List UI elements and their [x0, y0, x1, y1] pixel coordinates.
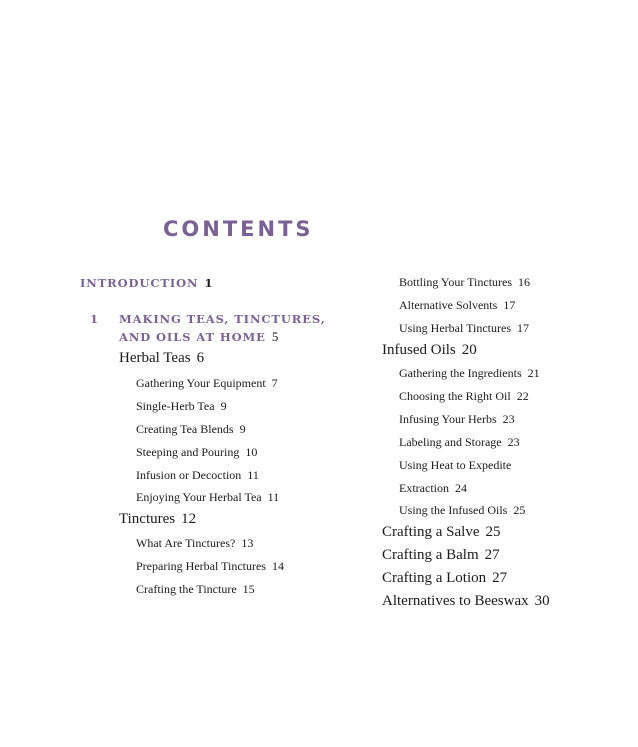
toc-entry[interactable] [399, 321, 529, 336]
toc-entry[interactable] [119, 511, 196, 528]
toc-page-number: 20 [461, 342, 477, 358]
toc-entry-label: Using Heat to Expedite [399, 458, 512, 472]
toc-entry-label: Using the Infused Oils [399, 503, 508, 517]
toc-entry[interactable] [136, 468, 259, 483]
toc-entry[interactable] [136, 445, 257, 460]
toc-page-number: 11 [267, 490, 280, 504]
toc-entry[interactable] [382, 593, 550, 610]
toc-entry-label: Crafting a Lotion [382, 570, 487, 586]
toc-entry-label: Labeling and Storage [399, 435, 502, 449]
page-title: CONTENTS [163, 217, 314, 241]
toc-page-number: 14 [271, 559, 284, 573]
toc-entry[interactable] [382, 570, 507, 587]
toc-page-number: 6 [196, 350, 205, 366]
toc-entry-label: Extraction [399, 481, 449, 495]
toc-entry[interactable] [382, 524, 500, 541]
toc-entry[interactable] [136, 399, 227, 414]
toc-entry[interactable] [136, 582, 255, 597]
toc-page-number: 25 [513, 503, 526, 517]
toc-page-number: 23 [507, 435, 520, 449]
toc-entry-label: Gathering the Ingredients [399, 366, 522, 380]
toc-entry-label: Crafting a Salve [382, 524, 480, 540]
toc-entry-label: Creating Tea Blends [136, 422, 234, 436]
toc-page-number: 23 [502, 412, 515, 426]
toc-page-number: 10 [245, 445, 258, 459]
toc-entry-label: Herbal Teas [119, 350, 191, 366]
toc-page-number: 17 [517, 321, 529, 335]
toc-entry-label: INTRODUCTION [80, 276, 199, 290]
toc-entry-label: Crafting a Balm [382, 547, 479, 563]
toc-entry-label: Alternative Solvents [399, 298, 498, 312]
toc-page-number: 1 [204, 276, 214, 290]
toc-entry-label: Infusion or Decoction [136, 468, 242, 482]
toc-page-number: 12 [181, 511, 197, 527]
toc-entry-label: Infused Oils [382, 342, 456, 358]
toc-entry-label: Tinctures [119, 511, 176, 527]
chapter-title-line1[interactable]: MAKING TEAS, TINCTURES, [119, 312, 326, 326]
toc-entry-label: What Are Tinctures? [136, 536, 236, 550]
toc-page-number: 5 [271, 329, 280, 344]
toc-entry-label: Steeping and Pouring [136, 445, 240, 459]
toc-page-number: 13 [241, 536, 254, 550]
toc-entry[interactable] [399, 275, 530, 290]
toc-entry-label: Using Herbal Tinctures [399, 321, 511, 335]
chapter-title-line2[interactable] [119, 329, 279, 345]
toc-entry-introduction[interactable] [80, 276, 213, 290]
toc-page-number: 9 [239, 422, 246, 436]
toc-page-number: 11 [247, 468, 259, 482]
toc-entry-label: Preparing Herbal Tinctures [136, 559, 266, 573]
toc-entry-label: Enjoying Your Herbal Tea [136, 490, 262, 504]
toc-page-number: 25 [485, 524, 501, 540]
toc-page-number: 17 [503, 298, 516, 312]
toc-page-number: 15 [242, 582, 255, 596]
toc-entry[interactable] [399, 503, 525, 518]
toc-entry[interactable] [399, 481, 467, 496]
toc-page-number: 27 [484, 547, 500, 563]
toc-entry[interactable] [382, 342, 477, 359]
toc-entry[interactable] [399, 412, 515, 427]
toc-page-number: 7 [271, 376, 278, 390]
toc-entry[interactable] [399, 389, 529, 404]
toc-entry[interactable] [136, 559, 284, 574]
toc-page-number: 24 [454, 481, 467, 495]
toc-entry[interactable] [399, 298, 515, 313]
toc-page-number: 27 [492, 570, 508, 586]
toc-entry-label: Single-Herb Tea [136, 399, 215, 413]
toc-entry[interactable] [136, 536, 253, 551]
toc-entry[interactable] [136, 490, 279, 505]
chapter-title-text: AND OILS AT HOME [119, 330, 266, 344]
toc-entry-label: Choosing the Right Oil [399, 389, 511, 403]
chapter-number: 1 [90, 312, 99, 326]
toc-entry-label: Gathering Your Equipment [136, 376, 266, 390]
toc-entry[interactable] [399, 458, 511, 473]
toc-entry[interactable] [399, 366, 540, 381]
toc-page-number: 9 [220, 399, 227, 413]
toc-entry[interactable] [136, 376, 278, 391]
toc-page-number: 16 [518, 275, 531, 289]
toc-entry-label: Crafting the Tincture [136, 582, 237, 596]
toc-page-number: 30 [534, 593, 550, 609]
toc-entry[interactable] [119, 350, 204, 367]
toc-entry[interactable] [399, 435, 520, 450]
toc-entry[interactable] [136, 422, 246, 437]
toc-entry-label: Alternatives to Beeswax [382, 593, 529, 609]
toc-entry[interactable] [382, 547, 500, 564]
toc-entry-label: Infusing Your Herbs [399, 412, 497, 426]
toc-page-number: 22 [516, 389, 529, 403]
toc-page-number: 21 [527, 366, 540, 380]
toc-entry-label: Bottling Your Tinctures [399, 275, 513, 289]
